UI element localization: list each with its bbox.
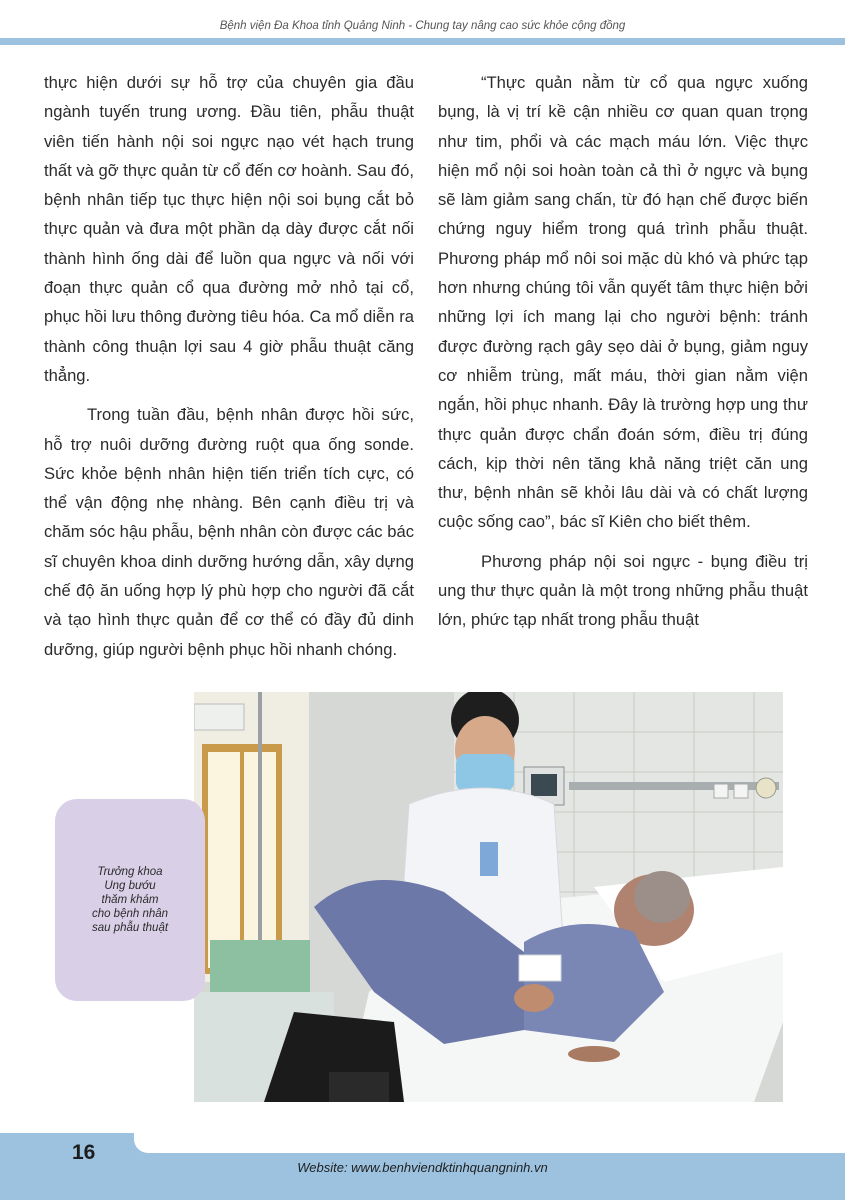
left-text-column — [44, 68, 414, 674]
footer-website: Website: www.benhviendktinhquangninh.vn — [297, 1160, 548, 1175]
page-number: 16 — [72, 1141, 96, 1164]
right-paragraph-2: Phương pháp nội soi ngực - bụng điều trị ung thư thực quản là một trong những phẫu thuật lớn, phức tạp nhất trong phẫu thuật — [438, 551, 808, 630]
left-paragraph-2: Trong tuần đầu, bệnh nhân được hồi sức, hỗ trợ nuôi dưỡng đường ruột qua ống sonde. Sức khỏe bệnh nhân hiện tiến triển tích cực, có thể vận động nhẹ nhàng. Bên cạnh điều trị và chăm sóc hậu phẫu, bệnh nhân còn được các bác sĩ chuyên khoa dinh dưỡng hướng dẫn, xây dựng chế độ ăn uống hợp lý phù hợp cho người đã cắt và tạo hình thực quản để cơ thể có đầy đủ dinh dưỡng, giúp người bệnh phục hồi nhanh chóng. — [44, 405, 414, 659]
hospital-ward-photo — [194, 692, 783, 1102]
left-paragraph-1: thực hiện dưới sự hỗ trợ của chuyên gia đầu ngành tuyến trung ương. Đầu tiên, phẫu thuật viên tiến hành nội soi ngực nạo vét hạch trung thất và gỡ thực quản từ cổ đến cơ hoành. Sau đó, bệnh nhân tiếp tục thực hiện nội soi bụng cắt bỏ thực quản và đưa một phần dạ dày được cắt nối thành hình ống dài để luồn qua ngực và nối với đoạn thực quản cổ qua đường mở nhỏ tại cổ, phục hồi lưu thông đường tiêu hóa. Ca mổ diễn ra thành công thuận lợi sau 4 giờ phẫu thuật căng thẳng. — [44, 73, 414, 385]
footer-white-notch — [134, 1133, 845, 1153]
photo-caption: Trưởng khoa Ung bướu thăm khám cho bệnh nhân sau phẫu thuật — [91, 866, 169, 934]
photo-caption-box — [55, 799, 205, 1001]
running-header: Bệnh viện Đa Khoa tỉnh Quảng Ninh - Chung tay nâng cao sức khỏe cộng đồng — [219, 20, 626, 32]
right-paragraph-1: “Thực quản nằm từ cổ qua ngực xuống bụng, là vị trí kề cận nhiều cơ quan quan trọng như tim, phổi và các mạch máu lớn. Việc thực hiện mổ nội soi hoàn toàn cả thì ở ngực và bụng sẽ làm giảm sang chấn, từ đó hạn chế được biến chứng nguy hiểm trong quá trình phẫu thuật. Phương pháp mổ nôi soi mặc dù khó và phức tạp hơn nhưng chúng tôi vẫn quyết tâm thực hiện bởi những lợi ích mang lại cho người bệnh: tránh được đường rạch gây sẹo dài ở bụng, giảm nguy cơ nhiễm trùng, mất máu, thời gian nằm viện ngắn, hồi phục nhanh. Đây là trường hợp ung thư thực quản được chẩn đoán sớm, điều trị đúng cách, kịp thời nên tăng khả năng triệt căn ung thư, bệnh nhân sẽ khỏi lâu dài và có chất lượng cuộc sống cao”, bác sĩ Kiên cho biết thêm. — [438, 73, 808, 532]
header-divider — [0, 38, 845, 45]
right-text-column — [438, 68, 808, 645]
